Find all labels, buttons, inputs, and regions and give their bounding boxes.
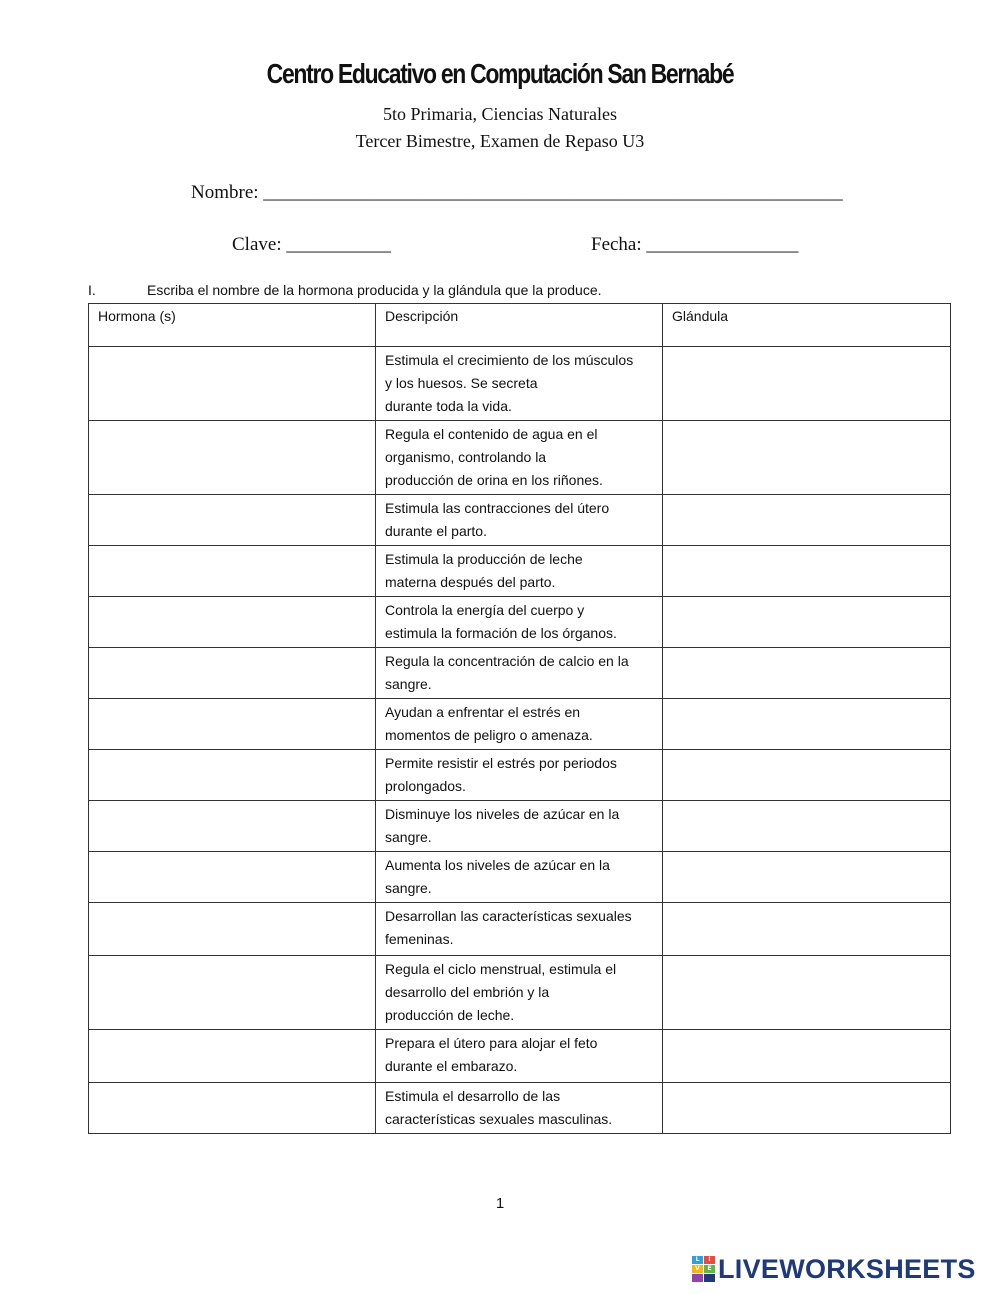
table-row xyxy=(89,495,951,546)
table-row xyxy=(89,347,951,421)
glandula-answer-cell[interactable] xyxy=(663,495,951,546)
hormona-answer-cell[interactable] xyxy=(89,801,376,852)
page-number: 1 xyxy=(495,1195,505,1212)
descripcion-cell xyxy=(376,750,663,801)
table-row xyxy=(89,648,951,699)
descripcion-line: Aumenta los niveles de azúcar en la xyxy=(385,857,610,873)
descripcion-cell xyxy=(376,903,663,956)
hormona-answer-cell[interactable] xyxy=(89,648,376,699)
hormona-answer-cell[interactable] xyxy=(89,852,376,903)
descripcion-line: prolongados. xyxy=(385,778,466,794)
descripcion-line: Disminuye los niveles de azúcar en la xyxy=(385,806,620,822)
clave-field[interactable]: Clave: ___________ xyxy=(232,234,391,255)
descripcion-line: Desarrollan las características sexuales xyxy=(385,908,632,924)
hormona-answer-cell[interactable] xyxy=(89,750,376,801)
descripcion-line: Prepara el útero para alojar el feto xyxy=(385,1035,598,1051)
descripcion-cell xyxy=(376,597,663,648)
descripcion-line: Ayudan a enfrentar el estrés en xyxy=(385,704,581,720)
table-row xyxy=(89,801,951,852)
glandula-answer-cell[interactable] xyxy=(663,597,951,648)
table-row xyxy=(89,852,951,903)
descripcion-cell xyxy=(376,648,663,699)
descripcion-line: sangre. xyxy=(385,829,432,845)
descripcion-line: Regula la concentración de calcio en la xyxy=(385,653,629,669)
glandula-answer-cell[interactable] xyxy=(663,750,951,801)
descripcion-cell xyxy=(376,421,663,495)
descripcion-cell xyxy=(376,956,663,1030)
exam-title: Tercer Bimestre, Examen de Repaso U3 xyxy=(355,131,645,151)
hormona-answer-cell[interactable] xyxy=(89,956,376,1030)
descripcion-line: Permite resistir el estrés por periodos xyxy=(385,755,617,771)
column-header-glandula: Glándula xyxy=(663,304,951,347)
descripcion-line: producción de leche. xyxy=(385,1007,515,1023)
hormona-answer-cell[interactable] xyxy=(89,699,376,750)
table-row xyxy=(89,421,951,495)
descripcion-line: materna después del parto. xyxy=(385,574,556,590)
descripcion-line: Regula el ciclo menstrual, estimula el xyxy=(385,961,617,977)
descripcion-cell xyxy=(376,852,663,903)
descripcion-cell xyxy=(376,1083,663,1134)
hormona-answer-cell[interactable] xyxy=(89,421,376,495)
glandula-answer-cell[interactable] xyxy=(663,1030,951,1083)
descripcion-line: durante el parto. xyxy=(385,523,487,539)
glandula-answer-cell[interactable] xyxy=(663,852,951,903)
liveworksheets-wordmark: LIVEWORKSHEETS xyxy=(718,1253,976,1284)
fecha-field[interactable]: Fecha: ________________ xyxy=(591,234,799,255)
column-header-descripcion: Descripción xyxy=(376,304,663,347)
descripcion-line: características sexuales masculinas. xyxy=(385,1111,613,1127)
table-header-row xyxy=(89,304,951,347)
descripcion-line: Estimula la producción de leche xyxy=(385,551,583,567)
hormone-table xyxy=(88,303,951,1134)
descripcion-line: Regula el contenido de agua en el xyxy=(385,426,598,442)
table-row xyxy=(89,546,951,597)
descripcion-cell xyxy=(376,801,663,852)
hormona-answer-cell[interactable] xyxy=(89,347,376,421)
table-row xyxy=(89,699,951,750)
table-row xyxy=(89,597,951,648)
descripcion-cell xyxy=(376,699,663,750)
glandula-answer-cell[interactable] xyxy=(663,956,951,1030)
descripcion-cell xyxy=(376,347,663,421)
glandula-answer-cell[interactable] xyxy=(663,648,951,699)
descripcion-cell xyxy=(376,1030,663,1083)
hormona-answer-cell[interactable] xyxy=(89,903,376,956)
nombre-field[interactable]: Nombre: _____________________________________________________________ xyxy=(191,182,843,203)
descripcion-line: Estimula las contracciones del útero xyxy=(385,500,610,516)
table-row xyxy=(89,750,951,801)
glandula-answer-cell[interactable] xyxy=(663,801,951,852)
hormona-answer-cell[interactable] xyxy=(89,597,376,648)
school-title: Centro Educativo en Computación San Bernabé xyxy=(266,58,734,89)
descripcion-line: desarrollo del embrión y la xyxy=(385,984,550,1000)
descripcion-line: organismo, controlando la xyxy=(385,449,547,465)
glandula-answer-cell[interactable] xyxy=(663,421,951,495)
descripcion-line: sangre. xyxy=(385,676,432,692)
table-row xyxy=(89,1083,951,1134)
descripcion-line: durante toda la vida. xyxy=(385,398,512,414)
descripcion-line: y los huesos. Se secreta xyxy=(385,375,538,391)
instruction-number: I. xyxy=(88,282,96,298)
liveworksheets-icon: L I V E xyxy=(692,1256,715,1282)
descripcion-line: durante el embarazo. xyxy=(385,1058,518,1074)
hormona-answer-cell[interactable] xyxy=(89,495,376,546)
descripcion-line: Estimula el crecimiento de los músculos xyxy=(385,352,634,368)
column-header-hormona: Hormona (s) xyxy=(89,304,376,347)
descripcion-line: femeninas. xyxy=(385,931,454,947)
descripcion-line: Controla la energía del cuerpo y xyxy=(385,602,585,618)
hormona-answer-cell[interactable] xyxy=(89,546,376,597)
descripcion-line: estimula la formación de los órganos. xyxy=(385,625,617,641)
descripcion-line: Estimula el desarrollo de las xyxy=(385,1088,561,1104)
glandula-answer-cell[interactable] xyxy=(663,699,951,750)
descripcion-line: momentos de peligro o amenaza. xyxy=(385,727,593,743)
glandula-answer-cell[interactable] xyxy=(663,903,951,956)
grade-subject: 5to Primaria, Ciencias Naturales xyxy=(383,104,617,124)
instruction-text: Escriba el nombre de la hormona producida y la glándula que la produce. xyxy=(147,282,602,298)
glandula-answer-cell[interactable] xyxy=(663,546,951,597)
descripcion-cell xyxy=(376,495,663,546)
liveworksheets-logo xyxy=(692,1254,976,1284)
glandula-answer-cell[interactable] xyxy=(663,1083,951,1134)
table-row xyxy=(89,903,951,956)
hormona-answer-cell[interactable] xyxy=(89,1030,376,1083)
hormona-answer-cell[interactable] xyxy=(89,1083,376,1134)
descripcion-line: producción de orina en los riñones. xyxy=(385,472,603,488)
descripcion-cell xyxy=(376,546,663,597)
descripcion-line: sangre. xyxy=(385,880,432,896)
glandula-answer-cell[interactable] xyxy=(663,347,951,421)
table-row xyxy=(89,1030,951,1083)
table-row xyxy=(89,956,951,1030)
